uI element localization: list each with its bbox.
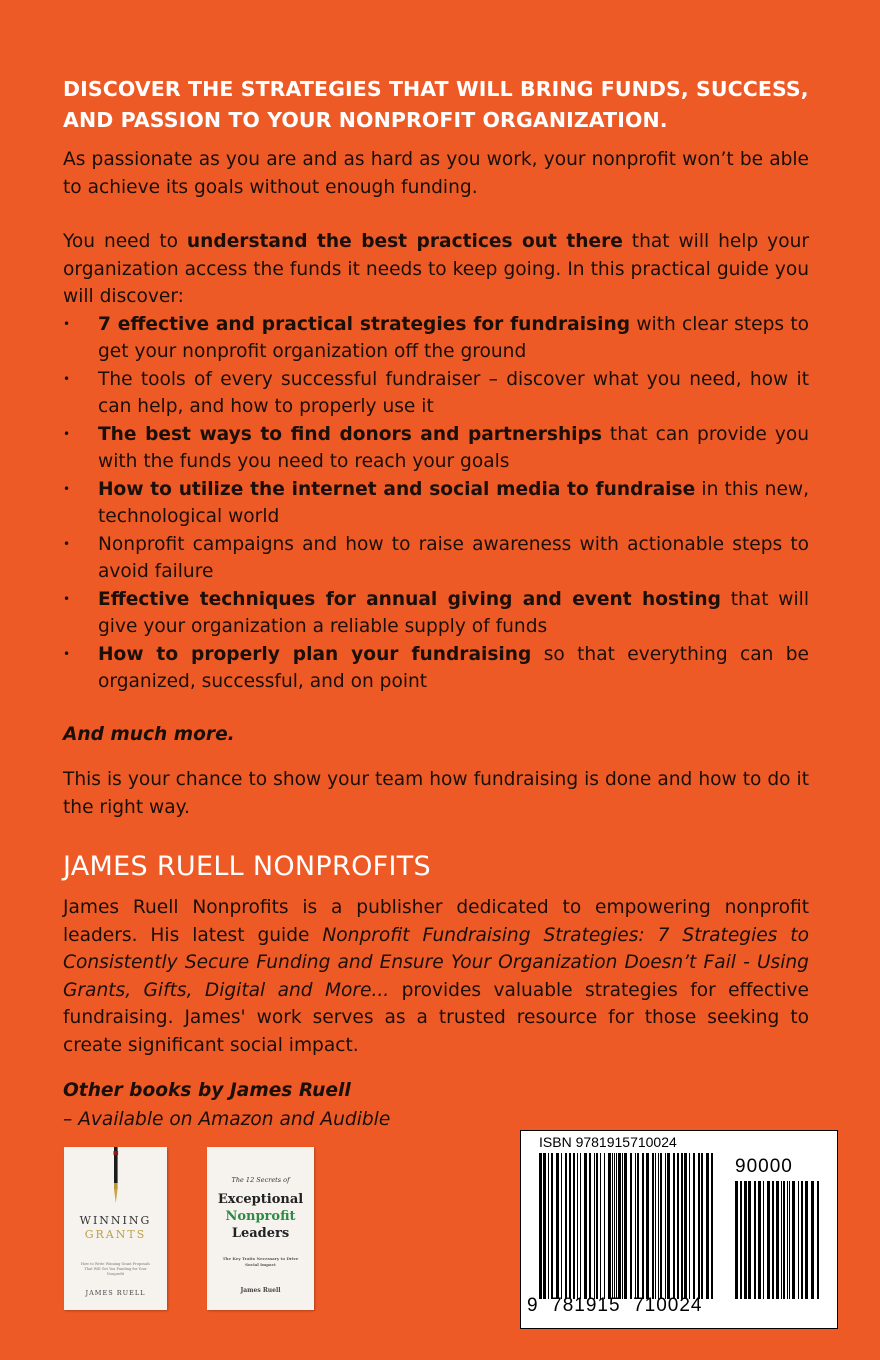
- list-item: [63, 476, 809, 531]
- barcode-bar: [600, 1153, 601, 1299]
- barcode-bar: [706, 1153, 709, 1299]
- list-item-bold: Effective techniques for annual giving and event hosting: [98, 588, 721, 610]
- barcode-bar: [608, 1153, 611, 1299]
- list-item-bold: The best ways to find donors and partnerships: [98, 423, 602, 445]
- intro-paragraph: As passionate as you are and as hard as you work, your nonprofit won’t be able to achieve its goals without enough funding.: [63, 149, 809, 198]
- book2-title-line-3: Leaders: [231, 1226, 290, 1241]
- barcode-bar: [776, 1181, 779, 1299]
- headline-line-1: DISCOVER THE STRATEGIES THAT WILL BRING FUNDS, SUCCESS,: [63, 77, 809, 101]
- publisher-title: JAMES RUELL NONPROFITS: [63, 851, 431, 882]
- bullet-icon: •: [63, 481, 71, 496]
- barcode-bar: [763, 1181, 764, 1299]
- need-text-end: that will help your organization access the funds it needs to keep going. In this practical guide you will discover:: [63, 231, 809, 307]
- list-item-text: that can provide you with the funds you need to reach your goals: [98, 423, 809, 472]
- barcode-bar: [624, 1153, 627, 1299]
- book1-title-bottom: GRANTS: [84, 1228, 147, 1241]
- list-item-text: so that everything can be organized, successful, and on point: [98, 643, 809, 692]
- list-item: [63, 311, 809, 366]
- need-text-start: You need to: [63, 231, 187, 252]
- pen-icon: [64, 1147, 167, 1217]
- barcode-bar: [565, 1153, 567, 1299]
- barcode-bar: [711, 1153, 713, 1299]
- bullet-icon: •: [63, 591, 71, 606]
- barcode-bar: [543, 1153, 546, 1299]
- bullet-icon: •: [63, 316, 71, 331]
- barcode-bar: [630, 1153, 632, 1299]
- barcode-bar: [637, 1153, 639, 1299]
- book-cover-winning-grants: [64, 1147, 167, 1310]
- book2-subtitle: The Key Traits Necessary to Drive Social Impact: [222, 1256, 299, 1267]
- isbn-label: ISBN 9781915710024: [539, 1134, 677, 1150]
- isbn-digits: 9 781915 710024: [527, 1295, 703, 1316]
- book2-title: [207, 1191, 314, 1242]
- barcode-bar: [589, 1153, 591, 1299]
- barcode-bar: [573, 1153, 575, 1299]
- barcode-bar: [658, 1153, 659, 1299]
- barcode-bar: [655, 1153, 656, 1299]
- barcode-bar: [548, 1153, 549, 1299]
- barcode-bar: [758, 1181, 761, 1299]
- book1-author: JAMES RUELL: [85, 1289, 146, 1297]
- price-code: 90000: [735, 1156, 793, 1177]
- list-item-bold: How to utilize the internet and social media to fundraise: [98, 478, 696, 500]
- book1-subtitle: How to Write Winning Grant Proposals That Will Get You Funding for Your Nonprofit: [80, 1262, 151, 1276]
- book2-author: James Ruell: [240, 1287, 281, 1294]
- bullet-icon: •: [63, 371, 71, 386]
- barcode-bar: [754, 1181, 756, 1299]
- back-cover-text: [63, 74, 809, 1059]
- barcode-bar: [740, 1181, 742, 1299]
- barcode-bar: [787, 1181, 788, 1299]
- bio-text-end: provides valuable strategies for effective fundraising. James' work serves as a trusted resource for those seeking to create significant social impact.: [63, 979, 809, 1056]
- chance-paragraph: This is your chance to show your team how fundraising is done and how to do it the right way.: [63, 769, 809, 818]
- headline: [63, 74, 809, 136]
- barcode-bar: [673, 1153, 675, 1299]
- list-item: [63, 586, 809, 641]
- book1-title-top: WINNING: [79, 1214, 152, 1227]
- list-item-text: with clear steps to get your nonprofit organization off the ground: [98, 313, 809, 362]
- barcode-bar: [783, 1181, 785, 1299]
- headline-line-2: AND PASSION TO YOUR NONPROFIT ORGANIZATION.: [63, 108, 668, 132]
- book2-title-line-1: Exceptional: [217, 1192, 304, 1207]
- barcode-bar: [612, 1153, 613, 1299]
- barcode-bar: [681, 1153, 683, 1299]
- list-item-bold: How to properly plan your fundraising: [98, 643, 532, 665]
- barcode-bar: [701, 1153, 703, 1299]
- list-item-text: that will give your organization a reliable supply of funds: [98, 588, 809, 637]
- barcode-bar: [577, 1153, 578, 1299]
- barcode-bar: [561, 1153, 562, 1299]
- bio-text-start: James Ruell Nonprofits is a publisher dedicated to empowering nonprofit leaders. His latest guide: [63, 897, 809, 946]
- book2-small-title: The 12 Secrets of: [231, 1176, 290, 1184]
- barcode-bar: [618, 1153, 621, 1299]
- barcode-bar: [569, 1153, 571, 1299]
- barcode-bar: [584, 1153, 587, 1299]
- list-item: [63, 641, 809, 696]
- barcode-bar: [580, 1153, 581, 1299]
- other-books-line-2: – Available on Amazon and Audible: [63, 1109, 391, 1130]
- list-item-bold: 7 effective and practical strategies for fundraising: [98, 313, 631, 335]
- barcode-bar: [604, 1153, 605, 1299]
- barcode-bar: [798, 1181, 799, 1299]
- barcode-bar: [801, 1181, 803, 1299]
- book2-title-line-2: Nonprofit: [225, 1209, 296, 1224]
- barcode-bar: [767, 1181, 770, 1299]
- barcode-bar: [792, 1181, 795, 1299]
- barcode-bar: [622, 1153, 623, 1299]
- barcode-bar: [556, 1153, 559, 1299]
- book1-title: [64, 1214, 167, 1242]
- barcode-bar: [698, 1153, 700, 1299]
- barcode-bar: [811, 1181, 814, 1299]
- barcode-bar: [677, 1153, 679, 1299]
- barcode-bar: [781, 1181, 782, 1299]
- other-books-heading: [63, 1076, 390, 1134]
- list-item: [63, 366, 809, 421]
- barcode-bar: [652, 1153, 654, 1299]
- barcode-bar: [551, 1153, 553, 1299]
- other-books-line-1: Other books by James Ruell: [63, 1080, 351, 1101]
- barcode-bar: [646, 1153, 649, 1299]
- barcode-bar: [817, 1181, 819, 1299]
- need-paragraph: [63, 228, 809, 311]
- barcode-bar: [642, 1153, 644, 1299]
- barcode-bar: [614, 1153, 615, 1299]
- barcode-bar: [689, 1153, 690, 1299]
- barcode-bar: [805, 1181, 808, 1299]
- list-item-text: The tools of every successful fundraiser – discover what you need, how it can help, and how to properly use it: [98, 368, 809, 417]
- barcode-bar: [735, 1181, 738, 1299]
- barcode-bar: [684, 1153, 687, 1299]
- barcode-bar: [693, 1153, 695, 1299]
- list-item: [63, 531, 809, 586]
- bullet-icon: •: [63, 426, 71, 441]
- barcode-bar: [594, 1153, 595, 1299]
- barcode-bar: [616, 1153, 617, 1299]
- barcode-bar: [772, 1181, 774, 1299]
- list-item-text: in this new, technological world: [98, 478, 810, 527]
- barcode-bar: [789, 1181, 790, 1299]
- and-much-more: And much more.: [63, 723, 235, 745]
- publisher-bio: [63, 894, 809, 1059]
- list-item: [63, 421, 809, 476]
- book-cover-exceptional-leaders: [207, 1147, 314, 1310]
- barcode-bar: [667, 1153, 670, 1299]
- bullet-icon: •: [63, 536, 71, 551]
- need-text-bold: understand the best practices out there: [186, 231, 623, 252]
- barcode-bar: [539, 1153, 542, 1299]
- barcode-bar: [744, 1181, 747, 1299]
- isbn-barcode: [520, 1130, 838, 1329]
- barcode-bar: [748, 1181, 751, 1299]
- bullet-icon: •: [63, 646, 71, 661]
- barcode-bar: [635, 1153, 636, 1299]
- barcode-bar: [660, 1153, 662, 1299]
- benefits-list: [63, 311, 809, 696]
- bio-book-title: Nonprofit Fundraising Strategies: 7 Strategies to Consistently Secure Funding and Ensure Your Organization Doesn’t Fail - Using Grants, Gifts, Digital and More...: [63, 924, 809, 1001]
- barcode-bar: [596, 1153, 598, 1299]
- list-item-text: Nonprofit campaigns and how to raise awareness with actionable steps to avoid failure: [98, 533, 809, 582]
- barcode-bar: [665, 1153, 666, 1299]
